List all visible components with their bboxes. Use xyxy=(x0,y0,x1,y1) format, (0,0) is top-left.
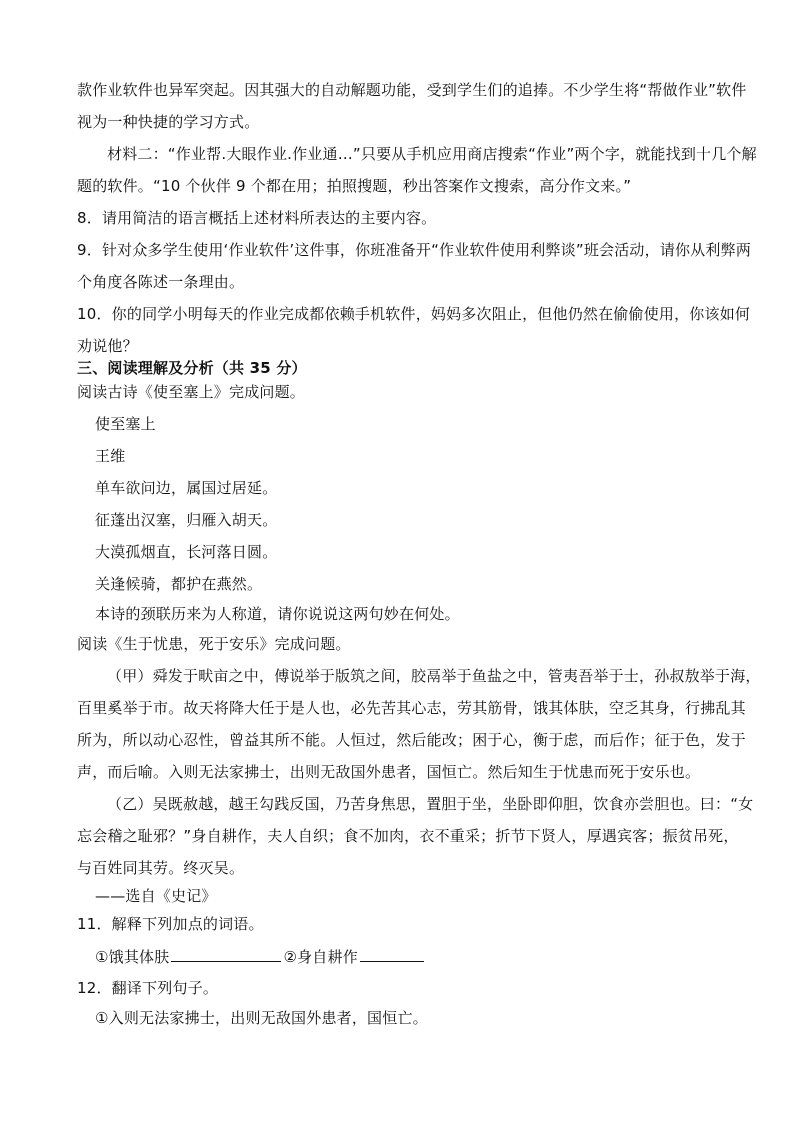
passage-line: 与百姓同其劳。终灭吴。 xyxy=(77,859,245,877)
text-line: 视为一种快捷的学习方式。 xyxy=(77,113,260,131)
poem-line: 关逢候骑，都护在燕然。 xyxy=(95,575,263,593)
question-11: 11．解释下列加点的词语。 xyxy=(77,915,264,933)
passage-line: 百里奚举于市。故天将降大任于是人也，必先苦其心志，劳其筋骨，饿其体肤，空乏其身，行拂乱其 xyxy=(77,699,746,717)
answer-blank[interactable] xyxy=(360,946,424,962)
question-12-item: ①入则无法家拂士，出则无敌国外患者，国恒亡。 xyxy=(95,1009,428,1027)
q11-item-2: ②身自耕作 xyxy=(283,948,358,966)
question-11-items xyxy=(95,946,426,967)
passage-line: 忘会稽之耻邪？”身自耕作，夫人自织；食不加肉，衣不重采；折节下贤人，厚遇宾客；振贫吊死， xyxy=(77,827,739,845)
poem-line: 单车欲问边，属国过居延。 xyxy=(95,479,278,497)
text-line: 题的软件。“10 个伙伴 9 个都在用；拍照搜题，秒出答案作文搜索，高分作文来。” xyxy=(77,177,632,195)
poem-line: 大漠孤烟直，长河落日圆。 xyxy=(95,543,278,561)
passage-yi: （乙）吴既赦越，越王勾践反国，乃苦身焦思，置胆于坐，坐卧即仰胆，饮食亦尝胆也。曰：“女 xyxy=(107,795,754,813)
question-9: 9．针对众多学生使用‘作业软件’这件事，你班准备开“作业软件使用利弊谈”班会活动，请你从利弊两 xyxy=(77,241,752,259)
passage-jia: （甲）舜发于畎亩之中，傅说举于版筑之间，胶鬲举于鱼盐之中，管夷吾举于士，孙叔敖举于海， xyxy=(107,667,761,685)
material-two-line: 材料二：“作业帮.大眼作业.作业通…”只要从手机应用商店搜索“作业”两个字，就能找到十几个解 xyxy=(107,145,757,163)
question-12: 12．翻译下列句子。 xyxy=(77,979,219,997)
poem-author: 王维 xyxy=(95,447,126,465)
poem-question: 本诗的颈联历来为人称道，请你说说这两句妙在何处。 xyxy=(95,605,460,623)
instruction-line: 阅读《生于忧患，死于安乐》完成问题。 xyxy=(77,635,351,653)
section-heading: 三、阅读理解及分析（共 35 分） xyxy=(77,359,307,377)
question-8: 8．请用简洁的语言概括上述材料所表达的主要内容。 xyxy=(77,209,437,227)
text-line: 款作业软件也异军突起。因其强大的自动解题功能，受到学生们的追捧。不少学生将“帮做作业”软件 xyxy=(77,81,747,99)
text-line: 个角度各陈述一条理由。 xyxy=(77,273,245,291)
text-line: 劝说他？ xyxy=(77,337,138,355)
question-10: 10．你的同学小明每天的作业完成都依赖手机软件，妈妈多次阻止，但他仍然在偷偷使用，你该如何 xyxy=(77,305,751,323)
answer-blank[interactable] xyxy=(171,946,281,962)
poem-title: 使至塞上 xyxy=(95,415,156,433)
passage-line: 声，而后喻。入则无法家拂士，出则无敌国外患者，国恒亡。然后知生于忧患而死于安乐也。 xyxy=(77,763,701,781)
source-line: ——选自《史记》 xyxy=(95,887,217,905)
poem-line: 征蓬出汉塞，归雁入胡天。 xyxy=(95,511,278,529)
passage-line: 所为，所以动心忍性，曾益其所不能。人恒过，然后能改；困于心，衡于虑，而后作；征于色，发于 xyxy=(77,731,746,749)
instruction-line: 阅读古诗《使至塞上》完成问题。 xyxy=(77,383,306,401)
q11-item-1: ①饿其体肤 xyxy=(95,948,170,966)
